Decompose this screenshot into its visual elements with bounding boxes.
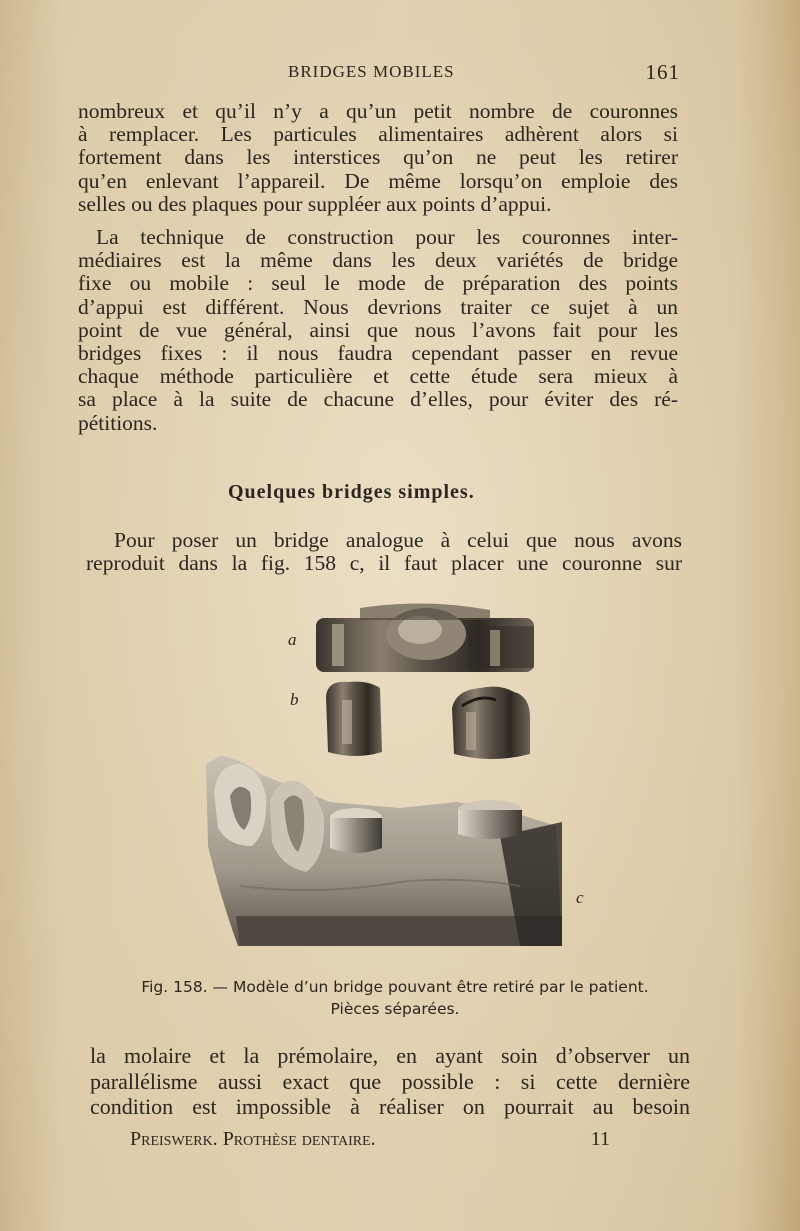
figure-158: [200, 596, 584, 956]
text-line: reproduit dans la fig. 158 c, il faut placer une couronne sur: [86, 551, 682, 576]
figure-label-c: c: [576, 888, 584, 907]
paragraph-1: [78, 100, 678, 216]
figure-label-a: a: [288, 630, 297, 649]
footer-book-title: Prothèse dentaire.: [222, 1128, 376, 1150]
text-line: selles ou des plaques pour suppléer aux points d’appui.: [78, 191, 552, 216]
page-footer: [130, 1128, 610, 1154]
running-title: BRIDGES MOBILES: [288, 62, 455, 81]
bridge-piece-a: [316, 603, 534, 672]
text-line: à remplacer. Les particules alimentaires adhèrent alors si: [78, 122, 678, 147]
footer-author: [130, 1128, 376, 1151]
text-line: médiaires est la même dans les deux variétés de bridge: [78, 248, 678, 273]
text-line: nombreux et qu’il n’y a qu’un petit nombre de couronnes: [78, 99, 678, 123]
text-line: Pour poser un bridge analogue à celui que nous avons: [114, 528, 682, 552]
text-line: La technique de construction pour les couronnes inter-: [96, 225, 678, 249]
signature-mark: 11: [590, 1128, 610, 1150]
plaster-model-c: [206, 756, 562, 946]
dental-bridge-illustration: [200, 596, 580, 956]
figure-label-b: b: [290, 690, 299, 709]
text-line: qu’en enlevant l’appareil. De même lorsqu’on emploie des: [78, 168, 678, 193]
text-line: pétitions.: [78, 410, 158, 435]
running-head: [80, 60, 680, 86]
section-heading: Quelques bridges simples.: [228, 481, 475, 503]
text-line: point de vue général, ainsi que nous l’avons fait pour les: [78, 317, 678, 342]
paragraph-2: [78, 226, 678, 435]
text-line: la molaire et la prémolaire, en ayant soin d’observer un: [90, 1043, 690, 1068]
footer-author-name: Preiswerk.: [130, 1128, 218, 1150]
text-line: fortement dans les interstices qu’on ne peut les retirer: [78, 145, 678, 170]
text-line: parallélisme aussi exact que possible : si cette dernière: [90, 1068, 690, 1094]
figure-caption: [92, 976, 698, 1020]
text-line: chaque méthode particulière et cette étude sera mieux à: [78, 364, 678, 389]
text-line: d’appui est différent. Nous devrions traiter ce sujet à un: [78, 294, 678, 319]
paragraph-4: [90, 1043, 690, 1120]
paragraph-3: [86, 529, 682, 575]
text-line: bridges fixes : il nous faudra cependant passer en revue: [78, 341, 678, 366]
caption-line: Fig. 158. — Modèle d’un bridge pouvant être retiré par le patient.: [141, 978, 649, 996]
caption-line: Pièces séparées.: [330, 1000, 460, 1018]
text-line: fixe ou mobile : seul le mode de préparation des points: [78, 271, 678, 296]
page-number: 161: [645, 60, 680, 84]
crown-piece-b-right: [452, 687, 530, 759]
text-line: condition est impossible à réaliser on pourrait au besoin: [90, 1094, 690, 1119]
crown-piece-b-left: [326, 682, 382, 756]
text-line: sa place à la suite de chacune d’elles, pour éviter des ré-: [78, 387, 678, 412]
